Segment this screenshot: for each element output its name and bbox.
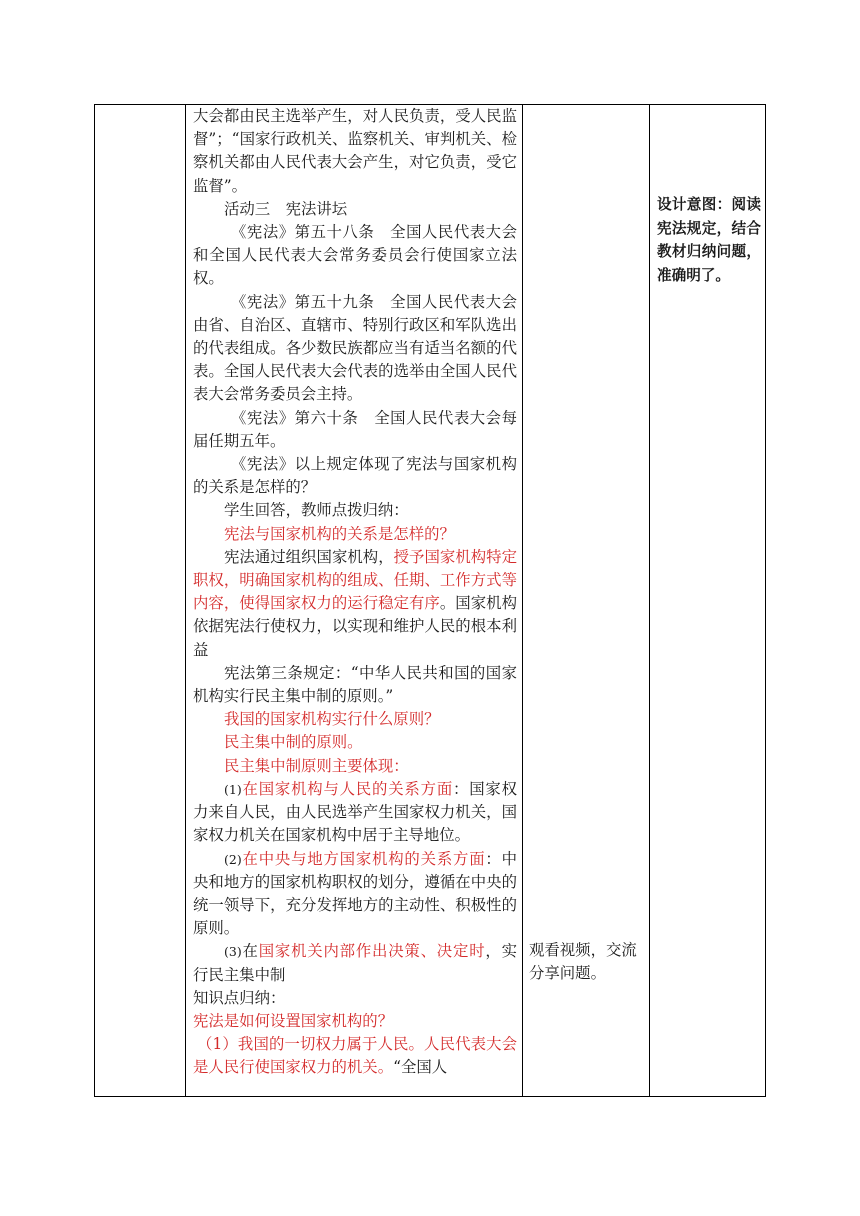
highlighted-text: （1）我国的一切权力属于人民。人民代表大会是人民行使国家权力的机关。 (193, 1035, 517, 1077)
text-segment: 《宪法》以上规定体现了宪法与国家机构的关系是怎样的？ (193, 455, 517, 497)
highlighted-text: 在国家机构与人民的关系方面 (241, 779, 454, 798)
text-segment: 大会都由民主选举产生，对人民负责，受人民监督”；“国家行政机关、监察机关、审判机关、检察机关都由人民代表大会产生，对它负责，受它监督”。 (193, 107, 517, 195)
text-segment: (2) (224, 851, 242, 867)
content-paragraph (193, 940, 517, 986)
content-paragraph (193, 198, 517, 221)
highlighted-text: 我国的国家机构实行什么原则？ (224, 710, 440, 729)
highlighted-text: 在中央与地方国家机构的关系方面 (241, 849, 486, 868)
design-intent-text: 设计意图：阅读宪法规定，结合教材归纳问题，准确明了。 (657, 196, 761, 284)
text-segment: “全国人 (393, 1058, 448, 1077)
content-paragraph (193, 708, 517, 731)
text-segment: ，实行民主集中制 (193, 942, 517, 984)
content-paragraph (193, 499, 517, 522)
content-paragraph (193, 221, 517, 291)
teaching-content-cell (186, 105, 522, 1096)
lesson-plan-table (94, 104, 766, 1097)
highlighted-text: 民主集中制的原则。 (224, 733, 363, 752)
text-segment: 活动三 宪法讲坛 (224, 199, 348, 218)
content-paragraph (193, 987, 517, 1010)
text-segment: 在 (241, 942, 259, 961)
content-paragraph (193, 662, 517, 708)
text-segment: 《宪法》第六十条 全国人民代表大会每届任期五年。 (193, 408, 517, 450)
student-activity-cell (523, 105, 649, 1096)
content-paragraph (193, 1033, 517, 1079)
text-segment: (1) (224, 781, 242, 797)
content-paragraph (193, 453, 517, 499)
content-paragraph (193, 546, 517, 662)
text-segment: 。国家机构依据宪法行使权力，以实现和维护人民的根本利益 (193, 594, 517, 659)
highlighted-text: 民主集中制原则主要体现： (224, 756, 409, 775)
text-segment: 《宪法》第五十八条 全国人民代表大会和全国人民代表大会常务委员会行使国家立法权。 (193, 223, 517, 288)
content-paragraph (193, 778, 517, 848)
content-paragraph (193, 291, 517, 407)
content-paragraph (193, 731, 517, 754)
text-segment: (3) (224, 944, 242, 960)
content-paragraph (193, 407, 517, 453)
text-segment: 《宪法》第五十九条 全国人民代表大会由省、自治区、直辖市、特别行政区和军队选出的代表组成。各少数民族都应当有适当名额的代表。全国人民代表大会代表的选举由全国人民代表大会常务委员会主持。 (193, 292, 517, 404)
text-segment: 宪法通过组织国家机构， (224, 547, 394, 566)
content-paragraph (193, 105, 517, 198)
highlighted-text: 授予国家机构特定职权，明确国家机构的组成、任期、工作方式等内容，使得国家权力的运行稳定有序 (193, 547, 517, 613)
content-paragraph (193, 1010, 517, 1033)
text-segment: 宪法第三条规定：“中华人民共和国的国家机构实行民主集中制的原则。” (193, 663, 517, 706)
text-segment: 学生回答，教师点拨归纳： (224, 501, 409, 520)
text-segment: ：国家权力来自人民，由人民选举产生国家权力机关，国家权力机关在国家机构中居于主导地位。 (193, 779, 517, 845)
content-paragraph (193, 848, 517, 941)
highlighted-text: 宪法与国家机构的关系是怎样的？ (224, 524, 455, 543)
content-paragraph (193, 755, 517, 778)
text-segment: ：中央和地方的国家机构职权的划分，遵循在中央的统一领导下，充分发挥地方的主动性、积极性的原则。 (193, 849, 517, 938)
empty-first-column-cell (95, 105, 185, 1096)
student-activity-text: 观看视频，交流分享问题。 (529, 941, 637, 982)
content-paragraph (193, 523, 517, 546)
highlighted-text: 宪法是如何设置国家机构的？ (193, 1011, 394, 1030)
design-intent-cell (650, 105, 765, 1096)
highlighted-text: 国家机关内部作出决策、决定时 (258, 942, 486, 961)
text-segment: 知识点归纳： (193, 988, 286, 1007)
